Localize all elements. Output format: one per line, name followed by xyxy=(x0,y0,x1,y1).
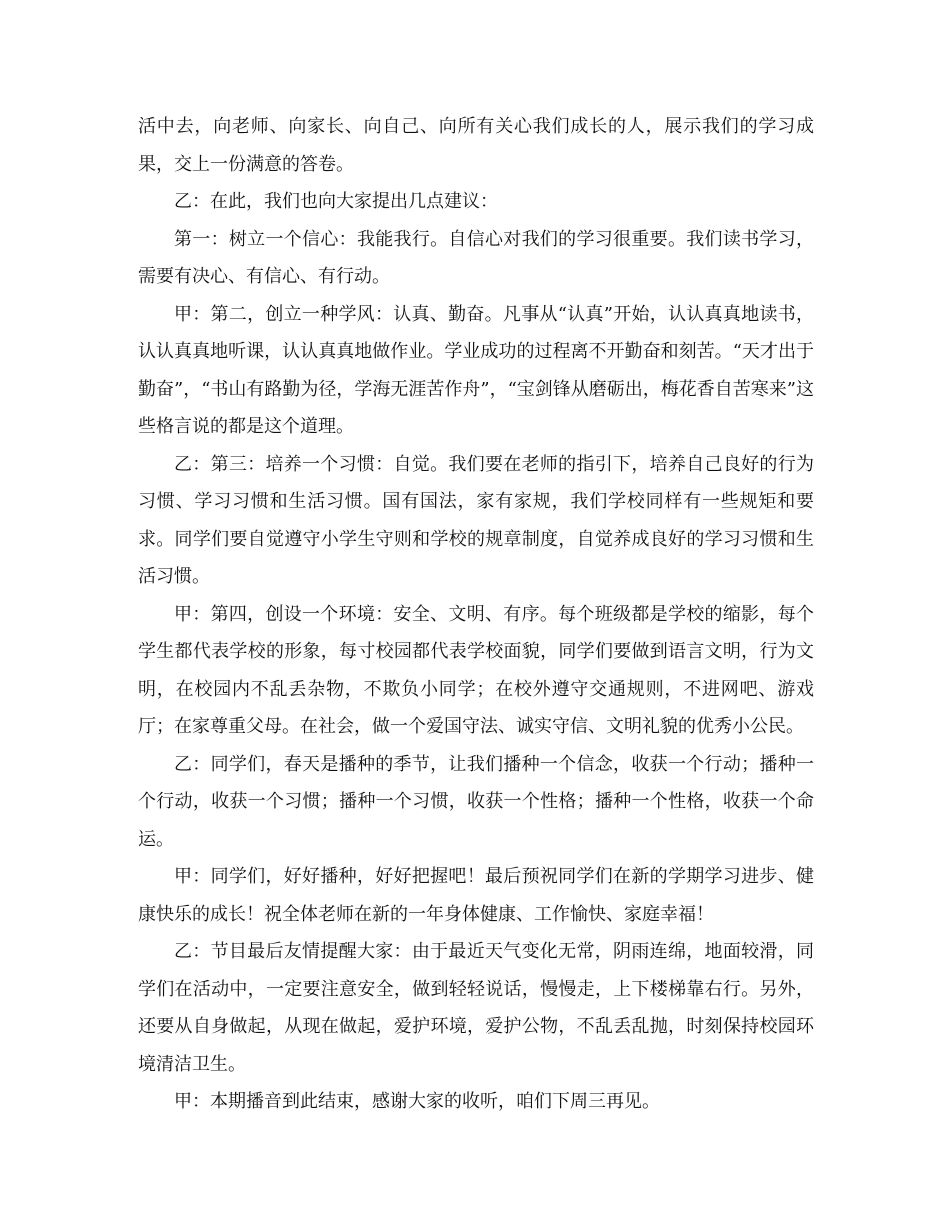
paragraph-suggestions-intro: 乙：在此，我们也向大家提出几点建议： xyxy=(174,191,498,212)
paragraph-second-suggestion: 甲：第二，创立一种学风：认真、勤奋。凡事从“认真”开始，认认真真地读书，认认真真地听课，认认真真地做作业。学业成功的过程离不开勤奋和刻苦。“天才出于勤奋”，“书山有路勤为径，学海无涯苦作舟”，“宝剑锋从磨砺出，梅花香自苦寒来”这些格言说的都是这个道理。 xyxy=(138,303,815,437)
paragraph-safety-reminder: 乙：节目最后友情提醒大家：由于最近天气变化无常，阴雨连绵，地面较滑，同学们在活动中，一定要注意安全，做到轻轻说话，慢慢走，上下楼梯靠右行。另外，还要从自身做起，从现在做起，爱护环境，爱护公物，不乱丢乱抛，时刻保持校园环境清洁卫生。 xyxy=(138,941,814,1075)
paragraph-fourth-suggestion: 甲：第四，创设一个环境：安全、文明、有序。每个班级都是学校的缩影，每个学生都代表学校的形象，每寸校园都代表学校面貌，同学们要做到语言文明，行为文明，在校园内不乱丢杂物，不欺负小同学；在校外遵守交通规则，不进网吧、游戏厅；在家尊重父母。在社会，做一个爱国守法、诚实守信、文明礼貌的优秀小公民。 xyxy=(138,603,814,737)
paragraph-continuation: 活中去，向老师、向家长、向自己、向所有关心我们成长的人，展示我们的学习成果，交上一份满意的答卷。 xyxy=(138,116,814,175)
paragraph-third-suggestion: 乙：第三：培养一个习惯：自觉。我们要在老师的指引下，培养自己良好的行为习惯、学习习惯和生活习惯。国有国法，家有家规，我们学校同样有一些规矩和要求。同学们要自觉遵守小学生守则和学校的规章制度，自觉养成良好的学习习惯和生活习惯。 xyxy=(138,453,814,587)
paragraph-first-suggestion: 第一：树立一个信心：我能我行。自信心对我们的学习很重要。我们读书学习，需要有决心、有信心、有行动。 xyxy=(138,228,814,287)
paragraph-spring-sowing: 乙：同学们，春天是播种的季节，让我们播种一个信念，收获一个行动；播种一个行动，收获一个习惯；播种一个习惯，收获一个性格；播种一个性格，收获一个命运。 xyxy=(138,753,814,850)
paragraph-closing: 甲：本期播音到此结束，感谢大家的收听，咱们下周三再见。 xyxy=(174,1091,660,1112)
document-page xyxy=(138,108,814,1121)
paragraph-wishes: 甲：同学们，好好播种，好好把握吧！最后预祝同学们在新的学期学习进步、健康快乐的成长！祝全体老师在新的一年身体健康、工作愉快、家庭幸福！ xyxy=(138,866,814,925)
